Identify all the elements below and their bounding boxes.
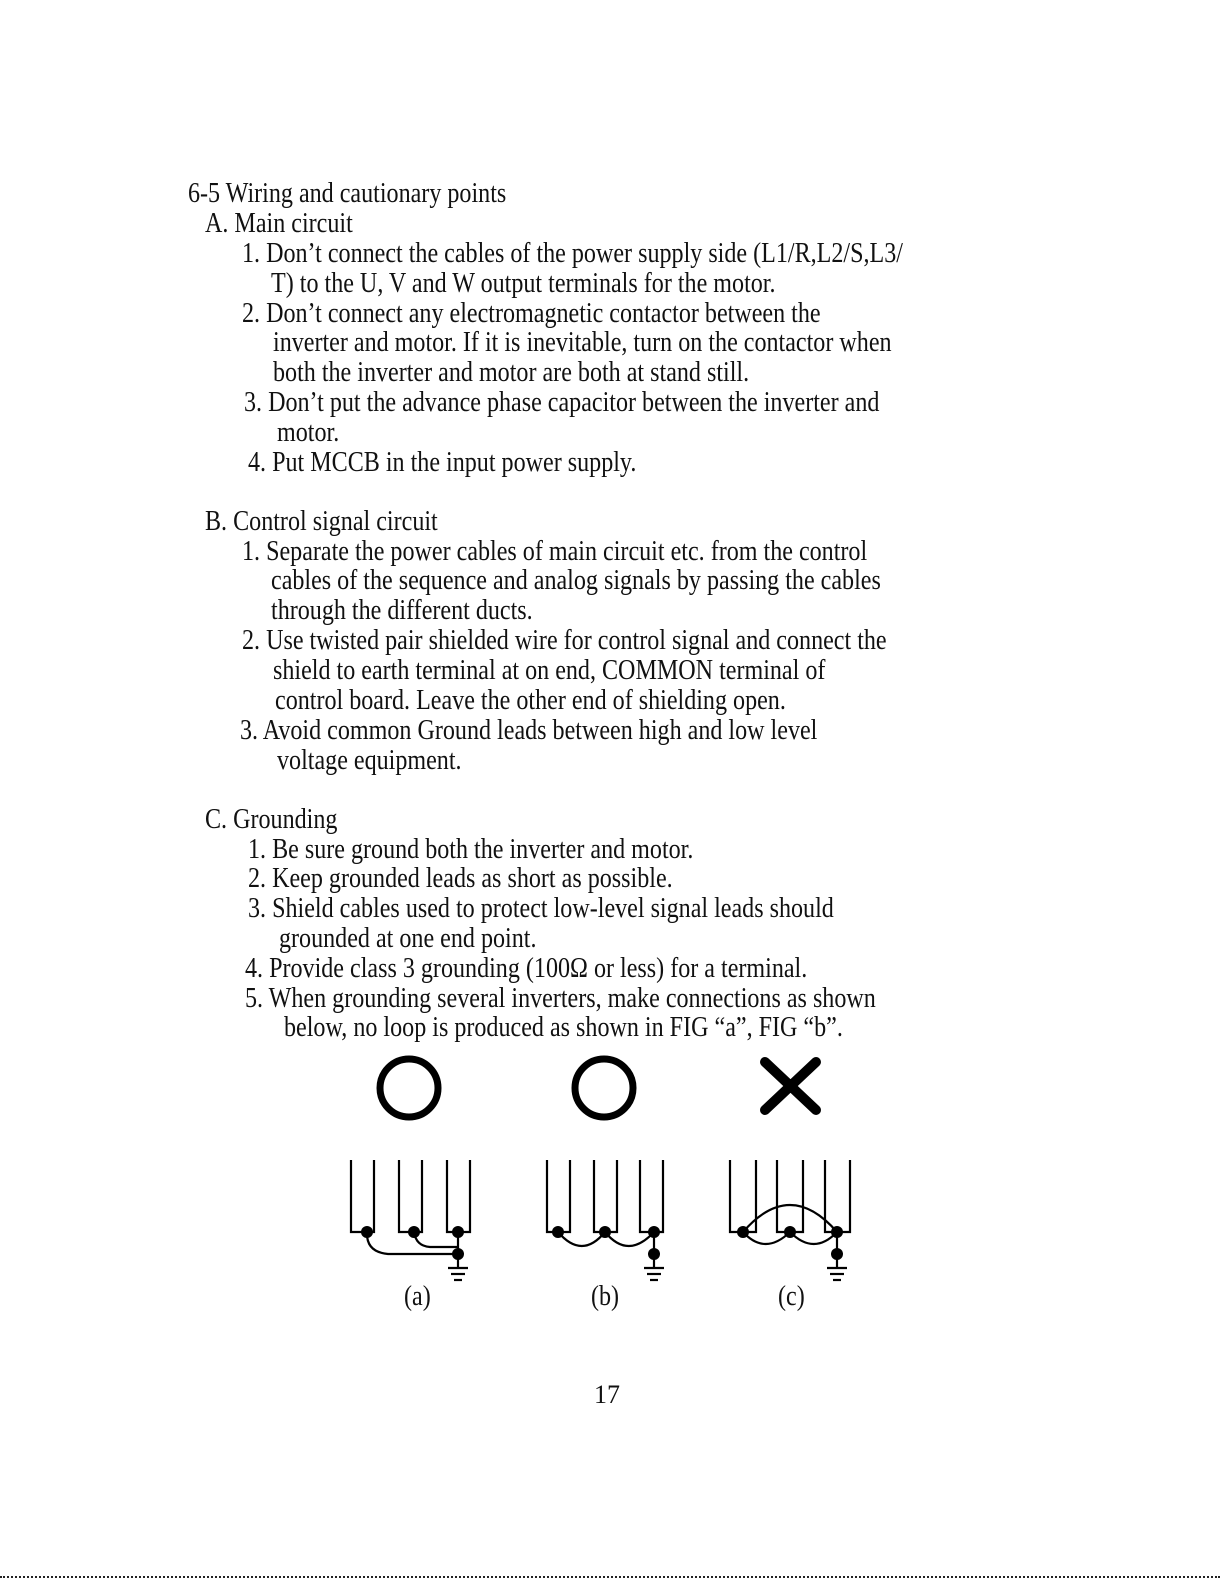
main-item-3-line-2: motor.	[277, 417, 340, 448]
figure-a-label: (a)	[404, 1281, 431, 1312]
control-item-3-line-1: 3. Avoid common Ground leads between high and low level	[240, 715, 818, 746]
main-item-1-line-1: 1. Don’t connect the cables of the power supply side (L1/R,L2/S,L3/	[242, 238, 903, 269]
main-item-3-line-1: 3. Don’t put the advance phase capacitor between the inverter and	[244, 387, 880, 418]
page-bottom-divider	[0, 1576, 1220, 1578]
control-item-2-line-2: shield to earth terminal at on end, COMMON terminal of	[273, 655, 826, 686]
figure-c-label: (c)	[778, 1281, 805, 1312]
main-item-4-line-1: 4. Put MCCB in the input power supply.	[248, 447, 637, 478]
heading-main-circuit: A. Main circuit	[205, 208, 353, 239]
control-item-2-line-3: control board. Leave the other end of shielding open.	[275, 685, 786, 716]
ok-circle-icon-a	[380, 1059, 438, 1117]
ng-cross-icon-c	[765, 1062, 816, 1110]
ground-item-4-line-1: 4. Provide class 3 grounding (100Ω or less) for a terminal.	[245, 953, 808, 984]
ground-item-3-line-2: grounded at one end point.	[279, 923, 537, 954]
main-item-2-line-2: inverter and motor. If it is inevitable, turn on the contactor when	[273, 327, 892, 358]
main-item-1-line-2: T) to the U, V and W output terminals for the motor.	[271, 268, 776, 299]
ground-item-1-line-1: 1. Be sure ground both the inverter and motor.	[248, 834, 694, 865]
ground-item-2-line-1: 2. Keep grounded leads as short as possible.	[248, 863, 673, 894]
control-item-1-line-3: through the different ducts.	[271, 595, 533, 626]
ground-item-5-line-2: below, no loop is produced as shown in FIG “a”, FIG “b”.	[284, 1012, 843, 1043]
page-number: 17	[594, 1380, 620, 1409]
control-item-2-line-1: 2. Use twisted pair shielded wire for control signal and connect the	[242, 625, 887, 656]
figure-b-wiring	[547, 1160, 664, 1280]
figure-b-label: (b)	[591, 1281, 620, 1312]
ground-item-3-line-1: 3. Shield cables used to protect low-level signal leads should	[248, 893, 834, 924]
control-item-3-line-2: voltage equipment.	[277, 745, 462, 776]
section-title: 6-5 Wiring and cautionary points	[188, 178, 507, 209]
control-item-1-line-1: 1. Separate the power cables of main circuit etc. from the control	[242, 536, 868, 567]
ok-circle-icon-b	[575, 1059, 633, 1117]
main-item-2-line-3: both the inverter and motor are both at stand still.	[273, 357, 750, 388]
figure-a-wiring	[351, 1160, 470, 1280]
ground-item-5-line-1: 5. When grounding several inverters, make connections as shown	[245, 983, 876, 1014]
main-item-2-line-1: 2. Don’t connect any electromagnetic contactor between the	[242, 298, 821, 329]
heading-grounding: C. Grounding	[205, 804, 338, 835]
heading-control-signal-circuit: B. Control signal circuit	[205, 506, 438, 537]
control-item-1-line-2: cables of the sequence and analog signals by passing the cables	[271, 565, 881, 596]
figure-c-wiring	[730, 1160, 850, 1280]
